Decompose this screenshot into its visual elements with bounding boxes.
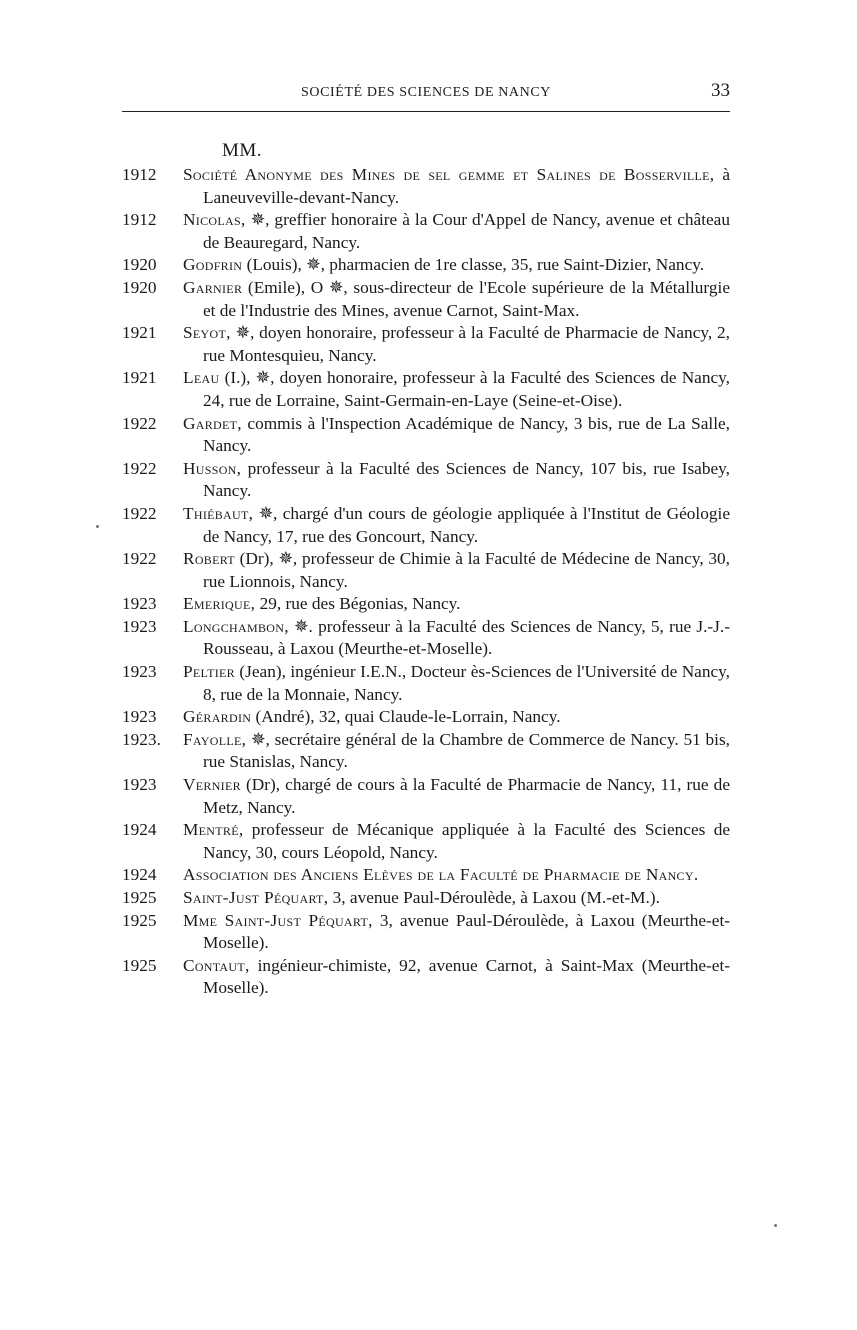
entry-year: 1922 bbox=[122, 503, 157, 523]
member-name: Association des Anciens Elèves de la Faculté de Pharmacie de Nancy. bbox=[183, 865, 699, 885]
member-details: (Jean), ingénieur I.E.N., Docteur ès-Sciences de l'Université de Nancy, 8, rue de la Monnaie, Nancy. bbox=[203, 662, 730, 704]
entry-text bbox=[183, 706, 730, 729]
member-entry bbox=[122, 887, 730, 910]
member-name: Thiébaut, bbox=[183, 503, 254, 523]
entry-text bbox=[183, 819, 730, 864]
member-details: (André), 32, quai Claude-le-Lorrain, Nancy. bbox=[251, 707, 561, 727]
running-title: SOCIÉTÉ DES SCIENCES DE NANCY bbox=[301, 85, 551, 100]
member-entry bbox=[122, 367, 730, 412]
member-name: Gérardin bbox=[183, 707, 252, 727]
member-name: Garnier bbox=[183, 277, 243, 297]
member-name: Leau bbox=[183, 368, 220, 388]
member-name: Emerique, bbox=[183, 594, 256, 614]
member-entry bbox=[122, 774, 730, 819]
entry-text bbox=[183, 367, 730, 412]
entry-text bbox=[183, 774, 730, 819]
member-entry bbox=[122, 819, 730, 864]
member-entry bbox=[122, 254, 730, 277]
member-details: 3, avenue Paul-Déroulède, à Laxou (M.-et-M.). bbox=[328, 888, 660, 907]
entry-year: 1912 bbox=[122, 165, 157, 184]
member-entry bbox=[122, 322, 730, 367]
members-heading: MM. bbox=[222, 140, 263, 161]
entry-year: 1922 bbox=[122, 549, 157, 569]
member-details: commis à l'Inspection Académique de Nancy, 3 bis, rue de La Salle, Nancy. bbox=[203, 413, 730, 456]
member-entry bbox=[122, 164, 730, 209]
member-details: (Dr), ✵, professeur de Chimie à la Faculté de Médecine de Nancy, 30, rue Lionnois, Nancy. bbox=[203, 549, 730, 591]
entry-year: 1925 bbox=[122, 955, 157, 975]
entry-year: 1925 bbox=[122, 910, 157, 930]
entry-text bbox=[183, 254, 730, 277]
entry-year: 1924 bbox=[122, 820, 157, 840]
printing-speck bbox=[96, 525, 99, 528]
entry-text bbox=[183, 458, 730, 503]
header-rule bbox=[122, 111, 730, 112]
member-entry bbox=[122, 910, 730, 955]
entry-year: 1923 bbox=[122, 662, 157, 682]
entry-text bbox=[183, 616, 730, 661]
member-details: ✵, chargé d'un cours de géologie appliquée à l'Institut de Géologie de Nancy, 17, rue des Goncourt, Nancy. bbox=[203, 503, 730, 546]
member-name: Nicolas, bbox=[183, 210, 246, 230]
entry-year: 1921 bbox=[122, 368, 157, 388]
entry-year: 1922 bbox=[122, 458, 157, 478]
member-entry bbox=[122, 729, 730, 774]
entry-text bbox=[183, 322, 730, 367]
member-entry bbox=[122, 706, 730, 729]
entry-year: 1923 bbox=[122, 775, 157, 795]
member-name: Godfrin bbox=[183, 255, 243, 275]
member-details: ingénieur-chimiste, 92, avenue Carnot, à Saint-Max (Meurthe-et-Moselle). bbox=[203, 955, 730, 998]
member-name: Contaut, bbox=[183, 955, 250, 975]
entry-text bbox=[183, 164, 730, 209]
entry-year: 1912 bbox=[122, 210, 157, 230]
entry-year: 1921 bbox=[122, 323, 157, 343]
entry-year: 1920 bbox=[122, 255, 157, 275]
member-details: (Dr), chargé de cours à la Faculté de Pharmacie de Nancy, 11, rue de Metz, Nancy. bbox=[203, 775, 730, 817]
entry-text bbox=[183, 729, 730, 774]
member-entry bbox=[122, 955, 730, 1000]
printing-speck bbox=[774, 1224, 777, 1227]
page-number: 33 bbox=[711, 80, 730, 101]
member-name: Fayolle, bbox=[183, 729, 247, 749]
member-details: (Emile), O ✵, sous-directeur de l'Ecole supérieure de la Métallurgie et de l'Industrie des Mines, avenue Carnot, Saint-Max. bbox=[203, 277, 730, 320]
entry-year: 1923 bbox=[122, 707, 157, 727]
entry-year: 1923 bbox=[122, 594, 157, 614]
entry-text bbox=[183, 277, 730, 322]
entry-text bbox=[183, 661, 730, 706]
member-details: ✵, greffier honoraire à la Cour d'Appel de Nancy, avenue et château de Beauregard, Nancy. bbox=[203, 210, 730, 252]
member-entry bbox=[122, 277, 730, 322]
member-entry bbox=[122, 548, 730, 593]
entry-text bbox=[183, 887, 730, 910]
member-name: Vernier bbox=[183, 775, 241, 795]
member-entry bbox=[122, 413, 730, 458]
member-name: Peltier bbox=[183, 662, 235, 682]
running-head bbox=[122, 80, 730, 108]
entry-text bbox=[183, 209, 730, 254]
member-details: ✵, secrétaire général de la Chambre de Commerce de Nancy. 51 bis, rue Stanislas, Nancy. bbox=[203, 729, 730, 772]
member-name: Seyot, bbox=[183, 323, 231, 343]
member-details: ✵, doyen honoraire, professeur à la Faculté de Pharmacie de Nancy, 2, rue Montesquieu, Nancy. bbox=[203, 323, 730, 365]
member-details: (I.), ✵, doyen honoraire, professeur à la Faculté des Sciences de Nancy, 24, rue de Lorraine, Saint-Germain-en-Laye (Seine-et-Oise). bbox=[203, 368, 730, 410]
member-name: Husson, bbox=[183, 458, 242, 478]
member-list bbox=[122, 164, 730, 1000]
member-name: Société Anonyme des Mines de sel gemme et Salines de Bosserville, bbox=[183, 165, 715, 184]
entry-text bbox=[183, 548, 730, 593]
member-details: à Laneuveville-devant-Nancy. bbox=[203, 165, 730, 207]
entry-text bbox=[183, 955, 730, 1000]
member-entry bbox=[122, 458, 730, 503]
member-details: 29, rue des Bégonias, Nancy. bbox=[255, 594, 461, 614]
member-details: professeur à la Faculté des Sciences de Nancy, 107 bis, rue Isabey, Nancy. bbox=[203, 458, 730, 501]
entry-text bbox=[183, 910, 730, 955]
entry-year: 1924 bbox=[122, 865, 157, 885]
member-name: Gardet, bbox=[183, 413, 242, 433]
member-entry bbox=[122, 864, 730, 887]
entry-text bbox=[183, 503, 730, 548]
member-name: Robert bbox=[183, 549, 235, 569]
member-name: Mentré, bbox=[183, 820, 244, 840]
member-details: ✵. professeur à la Faculté des Sciences de Nancy, 5, rue J.-J.-Rousseau, à Laxou (Meurthe-et-Moselle). bbox=[203, 616, 730, 659]
member-details: professeur de Mécanique appliquée à la Faculté des Sciences de Nancy, 30, cours Léopold, Nancy. bbox=[203, 820, 730, 862]
entry-year: 1920 bbox=[122, 277, 157, 297]
entry-text bbox=[183, 593, 730, 616]
entry-text bbox=[183, 413, 730, 458]
member-details: 3, avenue Paul-Déroulède, à Laxou (Meurthe-et-Moselle). bbox=[203, 910, 730, 953]
entry-text bbox=[183, 864, 730, 887]
member-entry bbox=[122, 503, 730, 548]
member-details: (Louis), ✵, pharmacien de 1re classe, 35, rue Saint-Dizier, Nancy. bbox=[242, 255, 705, 275]
member-entry bbox=[122, 661, 730, 706]
entry-year: 1923 bbox=[122, 616, 157, 636]
member-name: Mme Saint-Just Péquart, bbox=[183, 910, 373, 930]
member-entry bbox=[122, 616, 730, 661]
member-entry bbox=[122, 593, 730, 616]
entry-year: 1925 bbox=[122, 888, 157, 907]
entry-year: 1923. bbox=[122, 729, 161, 749]
member-name: Longchambon, bbox=[183, 616, 289, 636]
member-entry bbox=[122, 209, 730, 254]
member-name: Saint-Just Péquart, bbox=[183, 888, 329, 907]
entry-year: 1922 bbox=[122, 413, 157, 433]
